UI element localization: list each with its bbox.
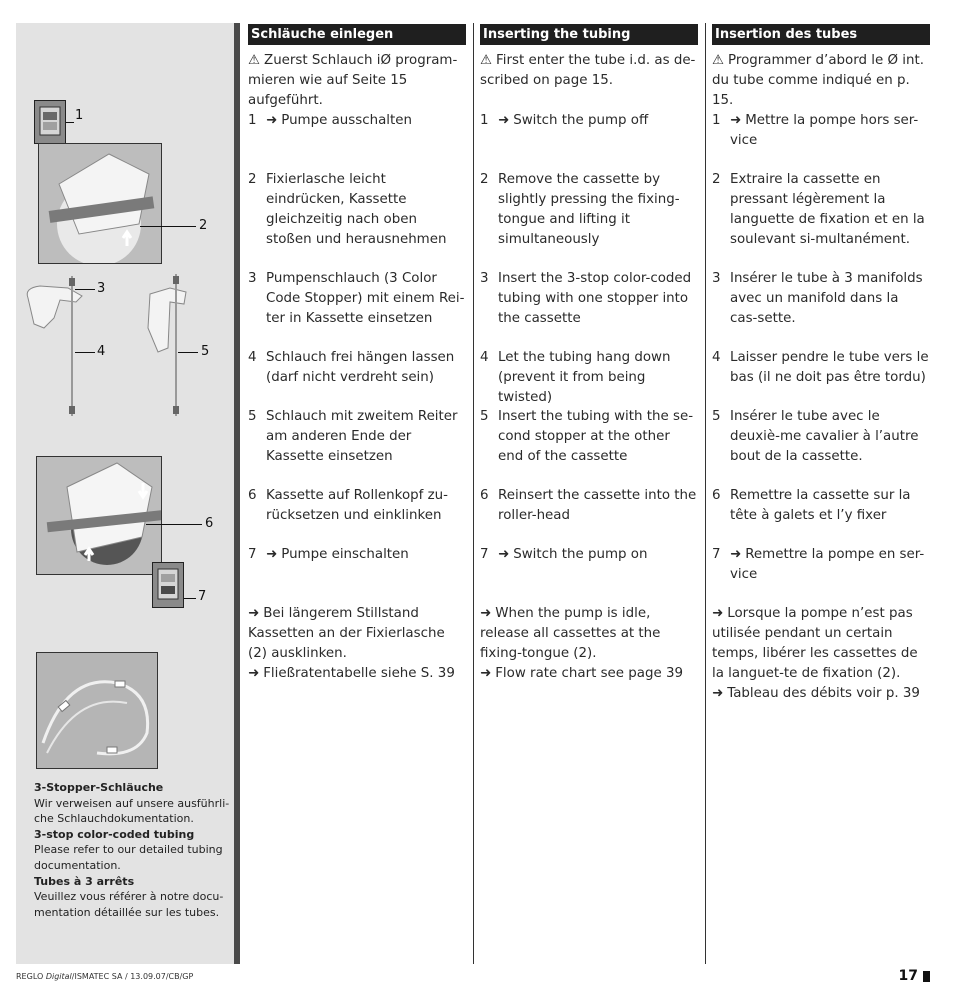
step-text-wrapper bbox=[498, 348, 698, 408]
step-text-wrapper bbox=[730, 545, 930, 585]
step-text-wrapper bbox=[730, 348, 930, 388]
note-text: Bei längerem Stillstand Kassetten an der Fixierlasche (2) ausklinken. bbox=[248, 606, 445, 661]
step-number: 5 bbox=[480, 409, 489, 424]
step-number: 5 bbox=[712, 409, 721, 424]
step-number: 7 bbox=[712, 547, 721, 562]
step-text-wrapper bbox=[730, 170, 930, 250]
step-2 bbox=[480, 170, 698, 250]
arrow-right-icon: ➜ bbox=[498, 113, 510, 128]
step-5 bbox=[712, 407, 930, 467]
step-number: 3 bbox=[712, 271, 721, 286]
arrow-right-icon: ➜ bbox=[266, 547, 278, 562]
step-text-wrapper bbox=[498, 170, 698, 250]
step-7 bbox=[712, 545, 930, 585]
note-item bbox=[712, 604, 930, 684]
warning-icon: ⚠ bbox=[248, 53, 261, 68]
column-divider-2 bbox=[705, 23, 706, 964]
pump-cassette-photo bbox=[38, 143, 162, 264]
step-text-wrapper bbox=[498, 111, 698, 131]
footer-imprint bbox=[16, 972, 193, 981]
sidebar-divider bbox=[234, 23, 240, 964]
arrow-right-icon: ➜ bbox=[712, 686, 724, 701]
step-2 bbox=[712, 170, 930, 250]
step-number: 3 bbox=[480, 271, 489, 286]
leader-line-3 bbox=[75, 289, 95, 290]
footer-details: /ISMATEC SA / 13.09.07/CB/GP bbox=[71, 972, 194, 981]
column-german bbox=[248, 24, 466, 681]
leader-line-1 bbox=[66, 122, 74, 123]
step-text: Switch the pump on bbox=[513, 547, 648, 562]
step-1 bbox=[248, 111, 466, 131]
arrow-right-icon: ➜ bbox=[248, 606, 260, 621]
callout-2: 2 bbox=[199, 218, 208, 233]
switch-off-icon bbox=[34, 100, 66, 144]
note-item bbox=[480, 604, 698, 664]
step-number: 2 bbox=[480, 172, 489, 187]
callout-6: 6 bbox=[205, 516, 214, 531]
arrow-right-icon: ➜ bbox=[730, 113, 742, 128]
step-2 bbox=[248, 170, 466, 250]
step-4 bbox=[480, 348, 698, 408]
step-text: Pumpenschlauch (3 Color Code Stopper) mit einem Rei-ter in Kassette einsetzen bbox=[266, 271, 465, 326]
notes-english bbox=[480, 604, 698, 684]
step-text: Switch the pump off bbox=[513, 113, 649, 128]
leader-line-6 bbox=[146, 524, 202, 525]
step-1 bbox=[712, 111, 930, 151]
step-number: 4 bbox=[248, 350, 257, 365]
note-item bbox=[248, 664, 466, 684]
step-text-wrapper bbox=[266, 348, 466, 388]
leader-line-2 bbox=[140, 226, 196, 227]
caption-title-fr: Tubes à 3 arrêts bbox=[34, 874, 135, 888]
step-1 bbox=[480, 111, 698, 131]
step-number: 7 bbox=[248, 547, 257, 562]
column-french bbox=[712, 24, 930, 701]
step-text-wrapper bbox=[498, 269, 698, 329]
step-text: Schlauch mit zweitem Reiter am anderen Ende der Kassette einsetzen bbox=[266, 409, 458, 464]
note-text: Lorsque la pompe n’est pas utilisée pendant un certain temps, libérer les cassettes de la languet-te de fixation (2). bbox=[712, 606, 918, 681]
step-number: 4 bbox=[712, 350, 721, 365]
step-6 bbox=[248, 486, 466, 526]
step-text-wrapper bbox=[266, 170, 466, 250]
step-7 bbox=[248, 545, 466, 565]
step-text: Insert the tubing with the se-cond stopper at the other end of the cassette bbox=[498, 409, 694, 464]
step-number: 6 bbox=[480, 488, 489, 503]
step-text-wrapper bbox=[498, 545, 698, 565]
step-number: 4 bbox=[480, 350, 489, 365]
step-3 bbox=[480, 269, 698, 329]
warning-icon: ⚠ bbox=[480, 53, 493, 68]
step-number: 3 bbox=[248, 271, 257, 286]
arrow-right-icon: ➜ bbox=[730, 547, 742, 562]
caption-title-de: 3-Stopper-Schläuche bbox=[34, 781, 164, 794]
step-text: Reinsert the cassette into the roller-head bbox=[498, 488, 697, 523]
step-4 bbox=[248, 348, 466, 388]
step-5 bbox=[480, 407, 698, 467]
three-stopper-tubing-photo bbox=[36, 652, 158, 769]
step-text-wrapper bbox=[498, 486, 698, 526]
step-text-wrapper bbox=[266, 407, 466, 467]
step-text: Pumpe ausschalten bbox=[281, 113, 412, 128]
step-7 bbox=[480, 545, 698, 565]
leader-line-5 bbox=[178, 352, 198, 353]
step-text: Mettre la pompe hors ser-vice bbox=[730, 113, 919, 148]
cassette-tube-drawing-right bbox=[140, 268, 200, 420]
step-text: Fixierlasche leicht eindrücken, Kassette gleichzeitig nach oben stoßen und herausnehmen bbox=[266, 172, 447, 247]
arrow-right-icon: ➜ bbox=[266, 113, 278, 128]
caption-title-en: 3-stop color-coded tubing bbox=[34, 827, 195, 841]
step-number: 6 bbox=[248, 488, 257, 503]
step-text: Insérer le tube avec le deuxiè-me cavalier à l’autre bout de la cassette. bbox=[730, 409, 919, 464]
arrow-right-icon: ➜ bbox=[480, 666, 492, 681]
intro-text: First enter the tube i.d. as de-scribed on page 15. bbox=[480, 53, 696, 88]
note-text: When the pump is idle, release all cassettes at the fixing-tongue (2). bbox=[480, 606, 661, 661]
step-text: Kassette auf Rollenkopf zu-rücksetzen und einklinken bbox=[266, 488, 448, 523]
step-text-wrapper bbox=[266, 111, 466, 131]
note-text: Flow rate chart see page 39 bbox=[495, 666, 684, 681]
step-6 bbox=[480, 486, 698, 526]
tubing-caption bbox=[34, 780, 232, 920]
step-text-wrapper bbox=[730, 111, 930, 151]
intro-text: Zuerst Schlauch iØ program-mieren wie auf Seite 15 aufgeführt. bbox=[248, 53, 458, 108]
heading-german: Schläuche einlegen bbox=[248, 24, 466, 45]
step-text: Remettre la cassette sur la tête à galets et l’y fixer bbox=[730, 488, 911, 523]
page-number: 17 bbox=[898, 968, 918, 984]
intro-german bbox=[248, 51, 466, 111]
page-marker bbox=[923, 971, 930, 982]
step-text: Remove the cassette by slightly pressing the fixing-tongue and lifting it simultaneously bbox=[498, 172, 680, 247]
intro-english bbox=[480, 51, 698, 91]
arrow-right-icon: ➜ bbox=[712, 606, 724, 621]
step-3 bbox=[712, 269, 930, 329]
step-text: Remettre la pompe en ser-vice bbox=[730, 547, 925, 582]
footer-brand-italic: Digital bbox=[45, 972, 72, 981]
step-text: Insert the 3-stop color-coded tubing with one stopper into the cassette bbox=[498, 271, 692, 326]
footer-brand: REGLO bbox=[16, 972, 46, 981]
step-text: Insérer le tube à 3 manifolds avec un manifold dans la cas-sette. bbox=[730, 271, 923, 326]
note-item bbox=[480, 664, 698, 684]
heading-english: Inserting the tubing bbox=[480, 24, 698, 45]
step-number: 2 bbox=[712, 172, 721, 187]
arrow-right-icon: ➜ bbox=[498, 547, 510, 562]
callout-1: 1 bbox=[75, 108, 84, 123]
caption-text-de: Wir verweisen auf unsere ausführli-che Schlauchdokumentation. bbox=[34, 796, 230, 826]
step-number: 1 bbox=[480, 113, 489, 128]
column-divider-1 bbox=[473, 23, 474, 964]
reinsert-cassette-photo bbox=[36, 456, 162, 575]
note-item bbox=[248, 604, 466, 664]
step-text: Let the tubing hang down (prevent it from being twisted) bbox=[498, 350, 671, 405]
switch-on-icon bbox=[152, 562, 184, 608]
arrow-right-icon: ➜ bbox=[248, 666, 260, 681]
notes-french bbox=[712, 604, 930, 704]
leader-line-4 bbox=[75, 352, 95, 353]
step-text: Pumpe einschalten bbox=[281, 547, 409, 562]
step-number: 2 bbox=[248, 172, 257, 187]
intro-french bbox=[712, 51, 930, 111]
step-number: 5 bbox=[248, 409, 257, 424]
step-text-wrapper bbox=[730, 269, 930, 329]
step-3 bbox=[248, 269, 466, 329]
warning-icon: ⚠ bbox=[712, 53, 725, 68]
callout-4: 4 bbox=[97, 344, 106, 359]
intro-text: Programmer d’abord le Ø int. du tube comme indiqué en p. 15. bbox=[712, 53, 924, 108]
step-6 bbox=[712, 486, 930, 526]
callout-5: 5 bbox=[201, 344, 210, 359]
step-text: Extraire la cassette en pressant légèrement la languette de fixation et en la soulevant si-multanément. bbox=[730, 172, 925, 247]
note-item bbox=[712, 684, 930, 704]
heading-french: Insertion des tubes bbox=[712, 24, 930, 45]
step-text-wrapper bbox=[730, 407, 930, 467]
notes-german bbox=[248, 604, 466, 684]
caption-text-fr: Veuillez vous référer à notre docu-mentation détaillée sur les tubes. bbox=[34, 890, 224, 919]
step-text-wrapper bbox=[498, 407, 698, 467]
column-english bbox=[480, 24, 698, 681]
note-text: Fließratentabelle siehe S. 39 bbox=[263, 666, 455, 681]
step-5 bbox=[248, 407, 466, 467]
cassette-tube-drawing-left bbox=[20, 268, 100, 420]
step-text-wrapper bbox=[730, 486, 930, 526]
callout-7: 7 bbox=[198, 589, 207, 604]
step-text: Schlauch frei hängen lassen (darf nicht verdreht sein) bbox=[266, 350, 455, 385]
note-text: Tableau des débits voir p. 39 bbox=[727, 686, 920, 701]
step-number: 1 bbox=[712, 113, 721, 128]
callout-3: 3 bbox=[97, 281, 106, 296]
step-number: 7 bbox=[480, 547, 489, 562]
step-4 bbox=[712, 348, 930, 388]
step-text-wrapper bbox=[266, 269, 466, 329]
step-number: 1 bbox=[248, 113, 257, 128]
step-text: Laisser pendre le tube vers le bas (il ne doit pas être tordu) bbox=[730, 350, 929, 385]
leader-line-7 bbox=[184, 598, 196, 599]
arrow-right-icon: ➜ bbox=[480, 606, 492, 621]
caption-text-en: Please refer to our detailed tubing documentation. bbox=[34, 843, 223, 872]
step-number: 6 bbox=[712, 488, 721, 503]
step-text-wrapper bbox=[266, 545, 466, 565]
step-text-wrapper bbox=[266, 486, 466, 526]
